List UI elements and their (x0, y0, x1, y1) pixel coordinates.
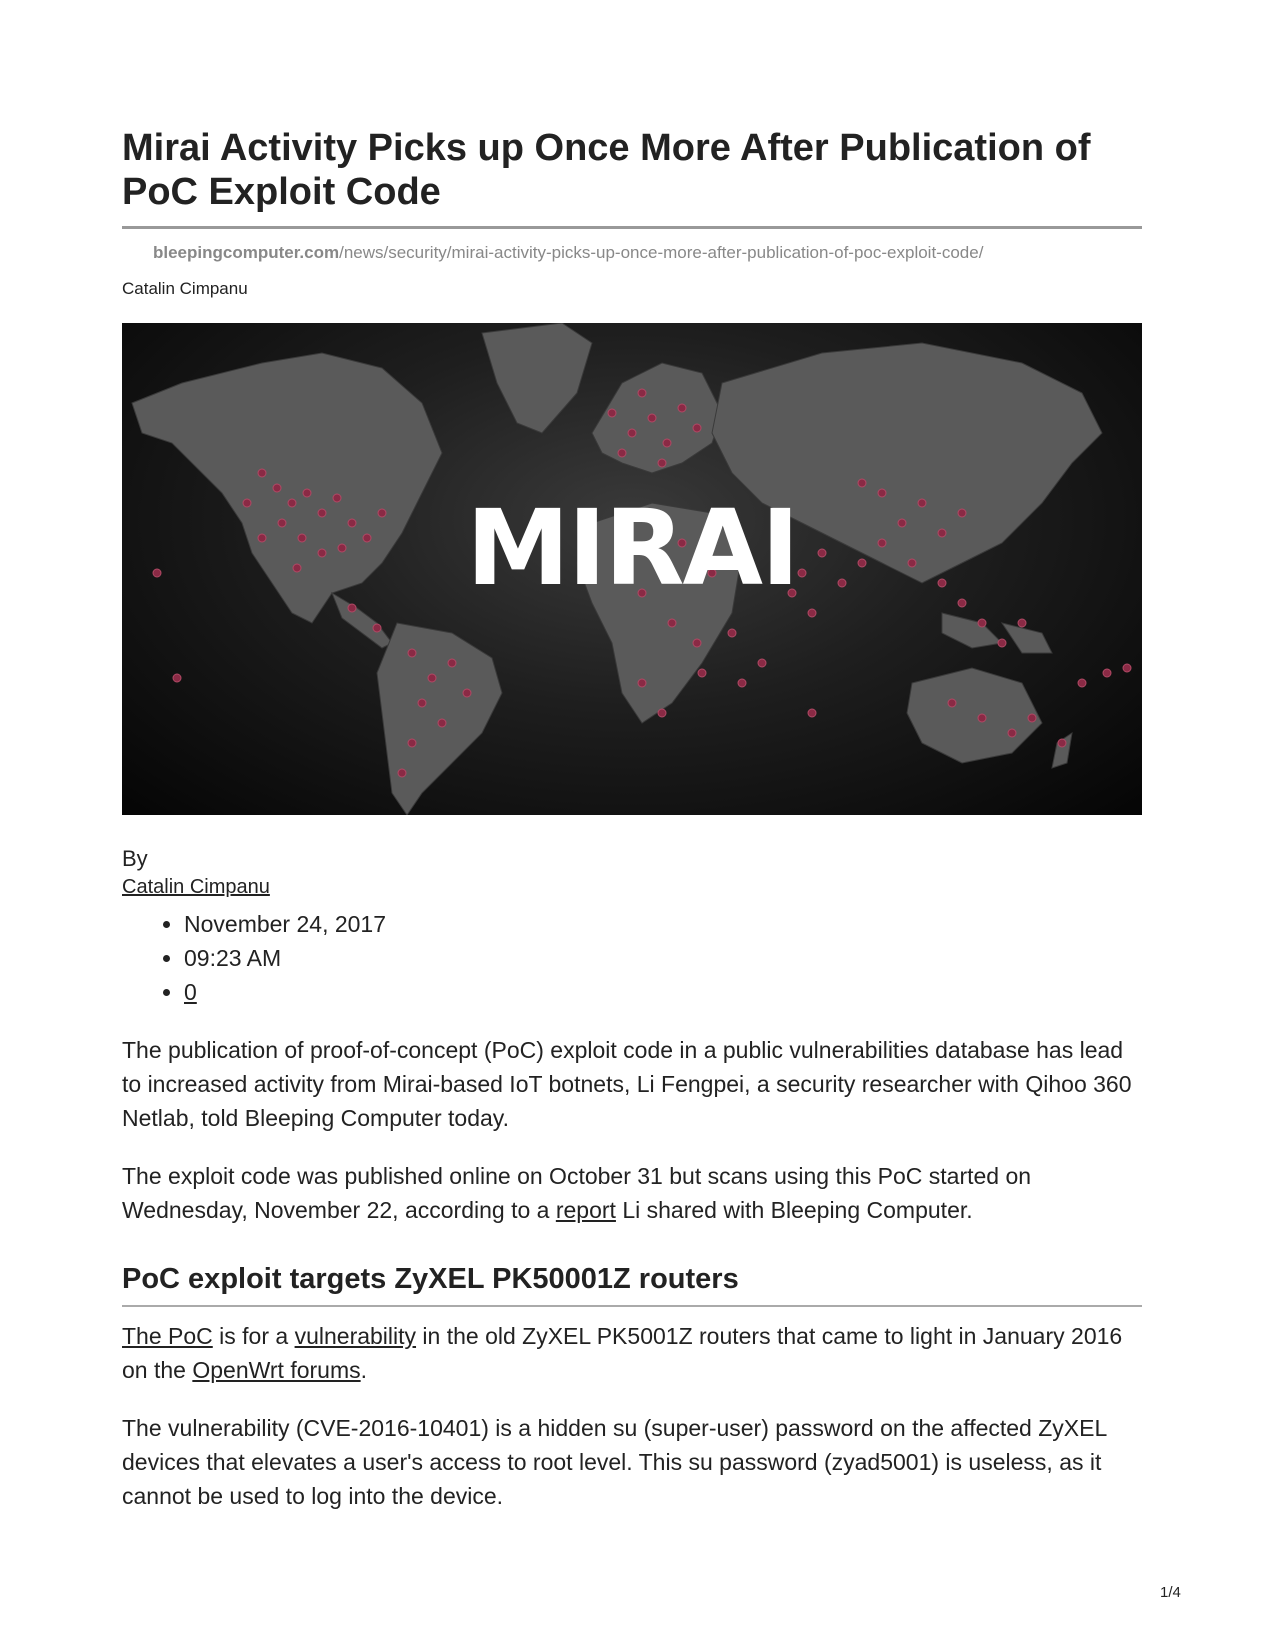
author-name: Catalin Cimpanu (122, 279, 248, 298)
meta-time: • 09:23 AM (184, 941, 1142, 975)
the-poc-link[interactable]: The PoC (122, 1323, 213, 1349)
meta-date: • November 24, 2017 (184, 907, 1142, 941)
section-heading: PoC exploit targets ZyXEL PK50001Z routers (122, 1261, 1142, 1307)
source-url[interactable] (153, 241, 1142, 265)
hero-image (122, 323, 1142, 815)
byline-by-label: By (122, 846, 148, 871)
paragraph-2-text-b: Li shared with Bleeping Computer. (615, 1197, 973, 1223)
article-page (122, 126, 1142, 1513)
source-domain: bleepingcomputer.com (153, 243, 340, 262)
article-title: Mirai Activity Picks up Once More After Publication of PoC Exploit Code (122, 126, 1142, 229)
article-meta-list (122, 907, 1142, 1009)
paragraph-2 (122, 1159, 1142, 1227)
meta-comments (184, 975, 1142, 1009)
paragraph-3 (122, 1319, 1142, 1387)
openwrt-forums-link[interactable]: OpenWrt forums (192, 1357, 361, 1383)
paragraph-2-text-a: The exploit code was published online on October 31 but scans using this PoC started on Wednesday, November 22, according to a (122, 1163, 1032, 1223)
paragraph-3-text-a: is for a (212, 1323, 295, 1349)
comments-link[interactable]: 0 (184, 979, 197, 1005)
paragraph-3-text-c: . (360, 1357, 368, 1383)
vulnerability-link[interactable]: vulnerability (294, 1323, 417, 1349)
source-path: /news/security/mirai-activity-picks-up-once-more-after-publication-of-poc-exploit-code/ (339, 243, 984, 262)
hero-mirai-label: MIRAI (466, 487, 798, 609)
report-link[interactable]: report (555, 1197, 616, 1223)
paragraph-3-text-b: in the old ZyXEL PK5001Z routers that came to light in January 2016 on the (122, 1323, 1123, 1383)
paragraph-4: The vulnerability (CVE-2016-10401) is a hidden su (super-user) password on the affected ZyXEL devices that elevates a user's access to root level. This su password (zyad5001) is useless, as it cannot be used to log into the device. (122, 1415, 1107, 1509)
page-number: 1/4 (1160, 1584, 1181, 1601)
author-link[interactable]: Catalin Cimpanu (122, 876, 270, 898)
paragraph-1: The publication of proof-of-concept (PoC) exploit code in a public vulnerabilities database has lead to increased activity from Mirai-based IoT botnets, Li Fengpei, a security researcher with Qihoo 360 Netlab, told Bleeping Computer today. (122, 1037, 1132, 1131)
